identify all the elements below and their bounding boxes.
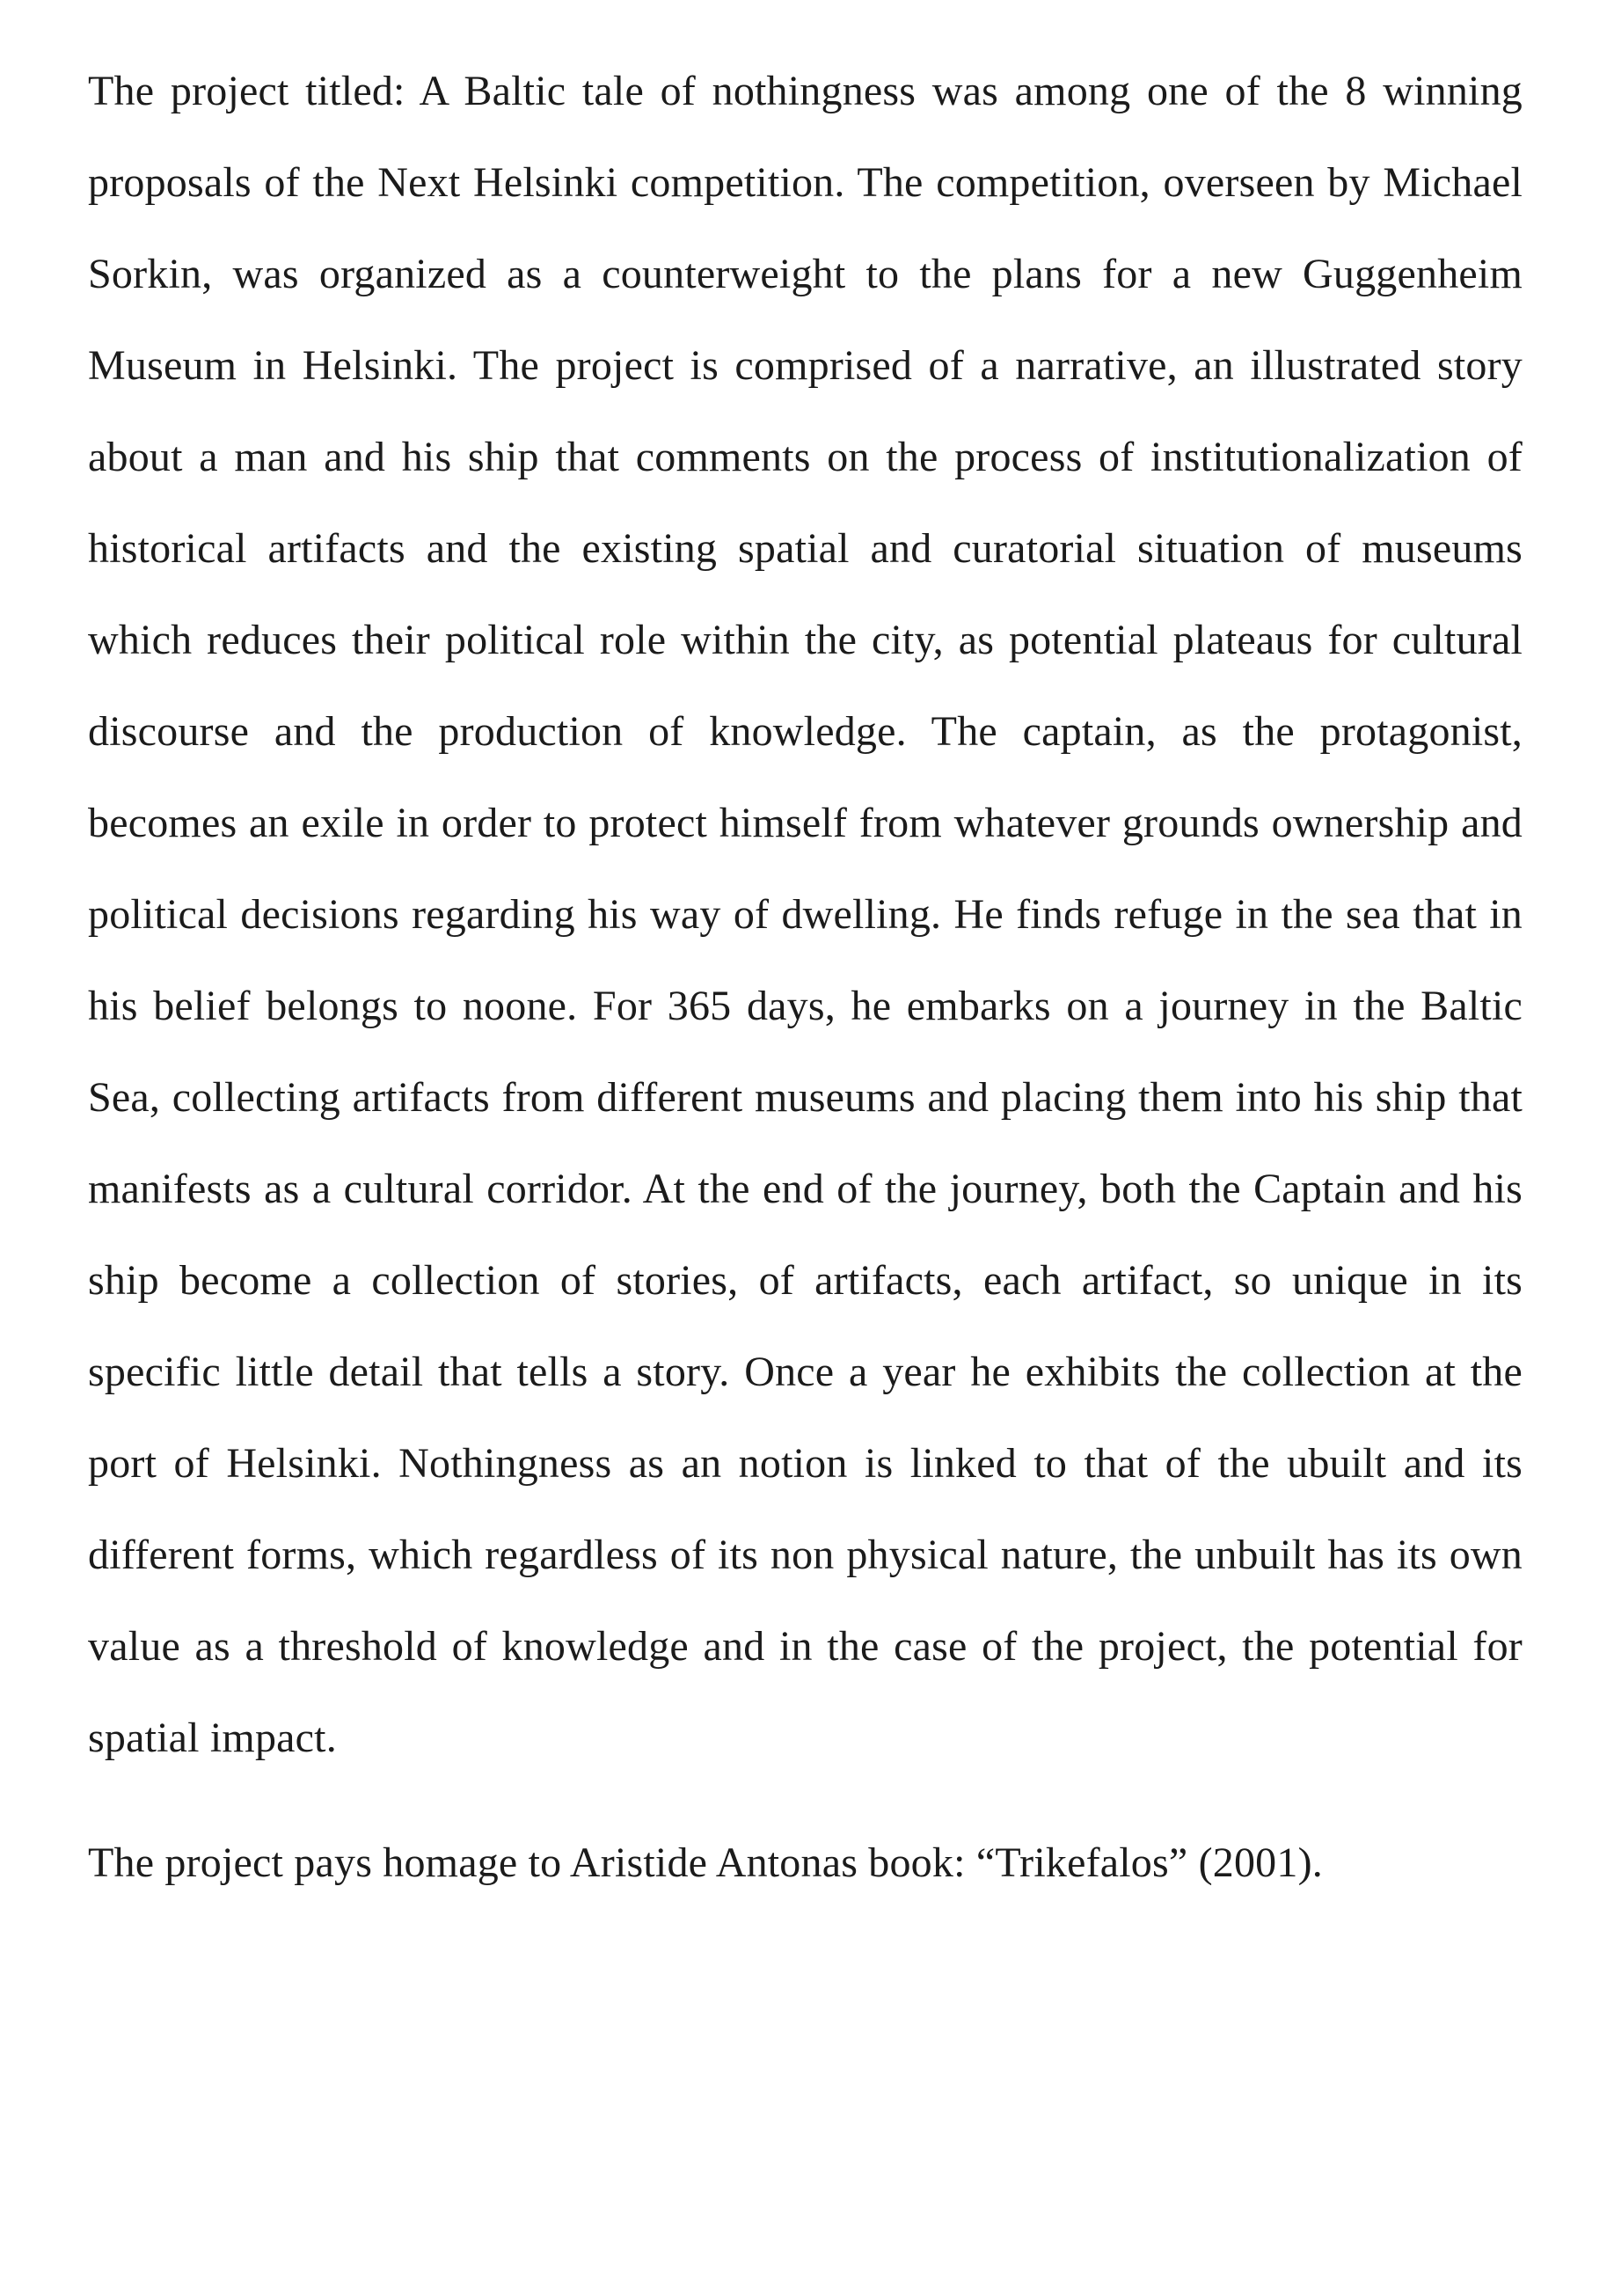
homage-paragraph: The project pays homage to Aristide Antonas book: “Trikefalos” (2001). — [88, 1839, 1323, 1886]
project-description-paragraph: The project titled: A Baltic tale of nothingness was among one of the 8 winning proposals of the Next Helsinki competition. The competition, overseen by Michael Sorkin, was organized as a counterweight to the plans for a new Guggenheim Museum in Helsinki. The project is comprised of a narrative, an illustrated story about a man and his ship that comments on the process of institutionalization of historical artifacts and the existing spatial and curatorial situation of museums which reduces their political role within the city, as potential plateaus for cultural discourse and the production of knowledge. The captain, as the protagonist, becomes an exile in order to protect himself from whatever grounds ownership and political decisions regarding his way of dwelling. He finds refuge in the sea that in his belief belongs to noone. For 365 days, he embarks on a journey in the Baltic Sea, collecting artifacts from different museums and placing them into his ship that manifests as a cultural corridor. At the end of the journey, both the Captain and his ship become a collection of stories, of artifacts, each artifact, so unique in its specific little detail that tells a story. Once a year he exhibits the collection at the port of Helsinki. Nothingness as an notion is linked to that of the ubuilt and its different forms, which regardless of its non physical nature, the unbuilt has its own value as a threshold of knowledge and in the case of the project, the potential for spatial impact. — [88, 68, 1523, 1761]
